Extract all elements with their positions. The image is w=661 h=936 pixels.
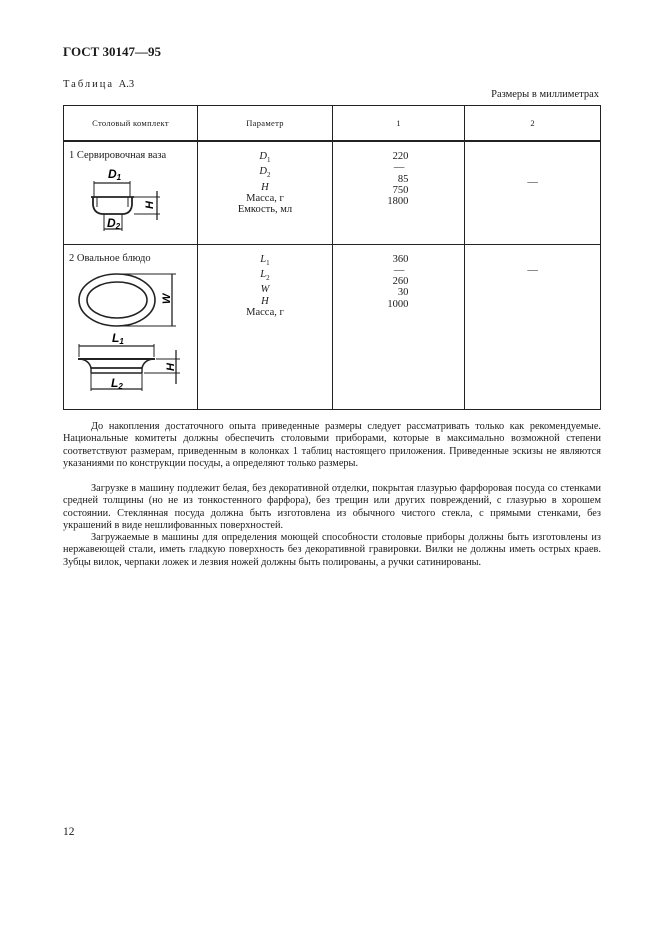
parameter-label: Масса, г xyxy=(246,193,284,205)
parameter-label: W xyxy=(260,284,270,296)
parameter-label: H xyxy=(261,295,269,307)
item-name: 1 Сервировочная ваза xyxy=(69,150,167,161)
figure-label-h: H xyxy=(165,362,177,371)
table-caption-number: А.3 xyxy=(118,79,135,90)
body-paragraph: Загружаемые в машины для определения моющей способности столовые приборы должны быть изготовлены из нержавеющей стали, иметь гладкую поверхность без декоративной гравировки. Вилки не должны иметь острых краев. Зубцы вилок, черпаки ложек и лезвия ножей должны быть полированы, а ручки сатинированы. xyxy=(63,532,601,568)
value-cell-col2 xyxy=(465,244,601,409)
parameter-label: Емкость, мл xyxy=(237,204,293,216)
parameter-label: $L_2$ xyxy=(260,268,270,282)
parameter-label: $D_1$ xyxy=(259,151,271,165)
figure-label-l1: L1 xyxy=(112,330,124,346)
body-paragraph: До накопления достаточного опыта приведенные размеры следует рассматривать только как рекомендуемые. Национальные комитеты должны обеспечить столовыми приборами, которые в максимально возможной степени соответствуют размерам, приведенным в колонках 1 таблиц настоящего приложения. Приведенные эскизы не являются указаниями по конструкции посуды, а определяют только размеры. xyxy=(63,421,601,470)
item-name: 2 Овальное блюдо xyxy=(69,252,151,264)
parameter-label: Масса, г xyxy=(246,306,284,318)
value: 1000 xyxy=(387,298,409,310)
value-cell xyxy=(332,244,464,409)
table-header-row xyxy=(64,106,601,142)
value: — xyxy=(393,162,405,174)
parameter-label: $D_2$ xyxy=(259,166,271,180)
value: — xyxy=(527,264,538,276)
parameter-cell xyxy=(198,141,333,244)
vase-sketch xyxy=(64,161,197,233)
value: 1800 xyxy=(387,196,409,208)
table-units: Размеры в миллиметрах xyxy=(491,89,599,100)
parameter-label: H xyxy=(261,181,269,193)
value: 85 xyxy=(397,173,409,185)
table-row xyxy=(64,141,601,244)
table-caption xyxy=(63,79,134,90)
page-number: 12 xyxy=(63,826,75,838)
figure-label-d2: D2 xyxy=(107,216,121,231)
column-header: Столовый комплект xyxy=(64,106,198,142)
table-row xyxy=(64,244,601,409)
value-list xyxy=(333,245,464,310)
value: 360 xyxy=(392,253,409,265)
value: — xyxy=(527,177,538,188)
value-cell-col2 xyxy=(465,141,601,244)
figure-label-h: H xyxy=(144,201,156,209)
value-list xyxy=(333,142,464,207)
value: 220 xyxy=(392,151,409,162)
column-header: Параметр xyxy=(198,106,333,142)
parameter-list xyxy=(198,142,332,216)
dimensions-table xyxy=(63,105,601,410)
parameter-list xyxy=(198,245,332,319)
figure-label-w: W xyxy=(161,293,173,304)
value: 260 xyxy=(392,276,409,288)
column-header: 2 xyxy=(465,106,601,142)
value: 30 xyxy=(397,287,409,299)
value: — xyxy=(393,264,405,276)
platter-sketch xyxy=(64,264,197,404)
parameter-label: $L_1$ xyxy=(260,253,270,267)
parameter-cell xyxy=(198,244,333,409)
item-cell xyxy=(64,244,198,409)
item-cell xyxy=(64,141,198,244)
figure-label-l2: L2 xyxy=(111,375,123,391)
body-paragraph: Загрузке в машину подлежит белая, без декоративной отделки, покрытая глазурью фарфоровая посуда со стенками средней толщины (но не из тонкостенного фарфора), без трещин или других повреждений, с глазурью в хорошем состоянии. Стеклянная посуда должна быть изготовлена из обычного чистого стекла, с прямыми стенками, без украшений в виде нешлифованных поверхностей. xyxy=(63,483,601,532)
value: 750 xyxy=(392,184,409,196)
table-caption-label: Таблица xyxy=(63,79,115,90)
column-header: 1 xyxy=(332,106,464,142)
figure-label-d1: D1 xyxy=(108,167,122,182)
value-cell xyxy=(332,141,464,244)
document-header: ГОСТ 30147—95 xyxy=(63,44,162,59)
